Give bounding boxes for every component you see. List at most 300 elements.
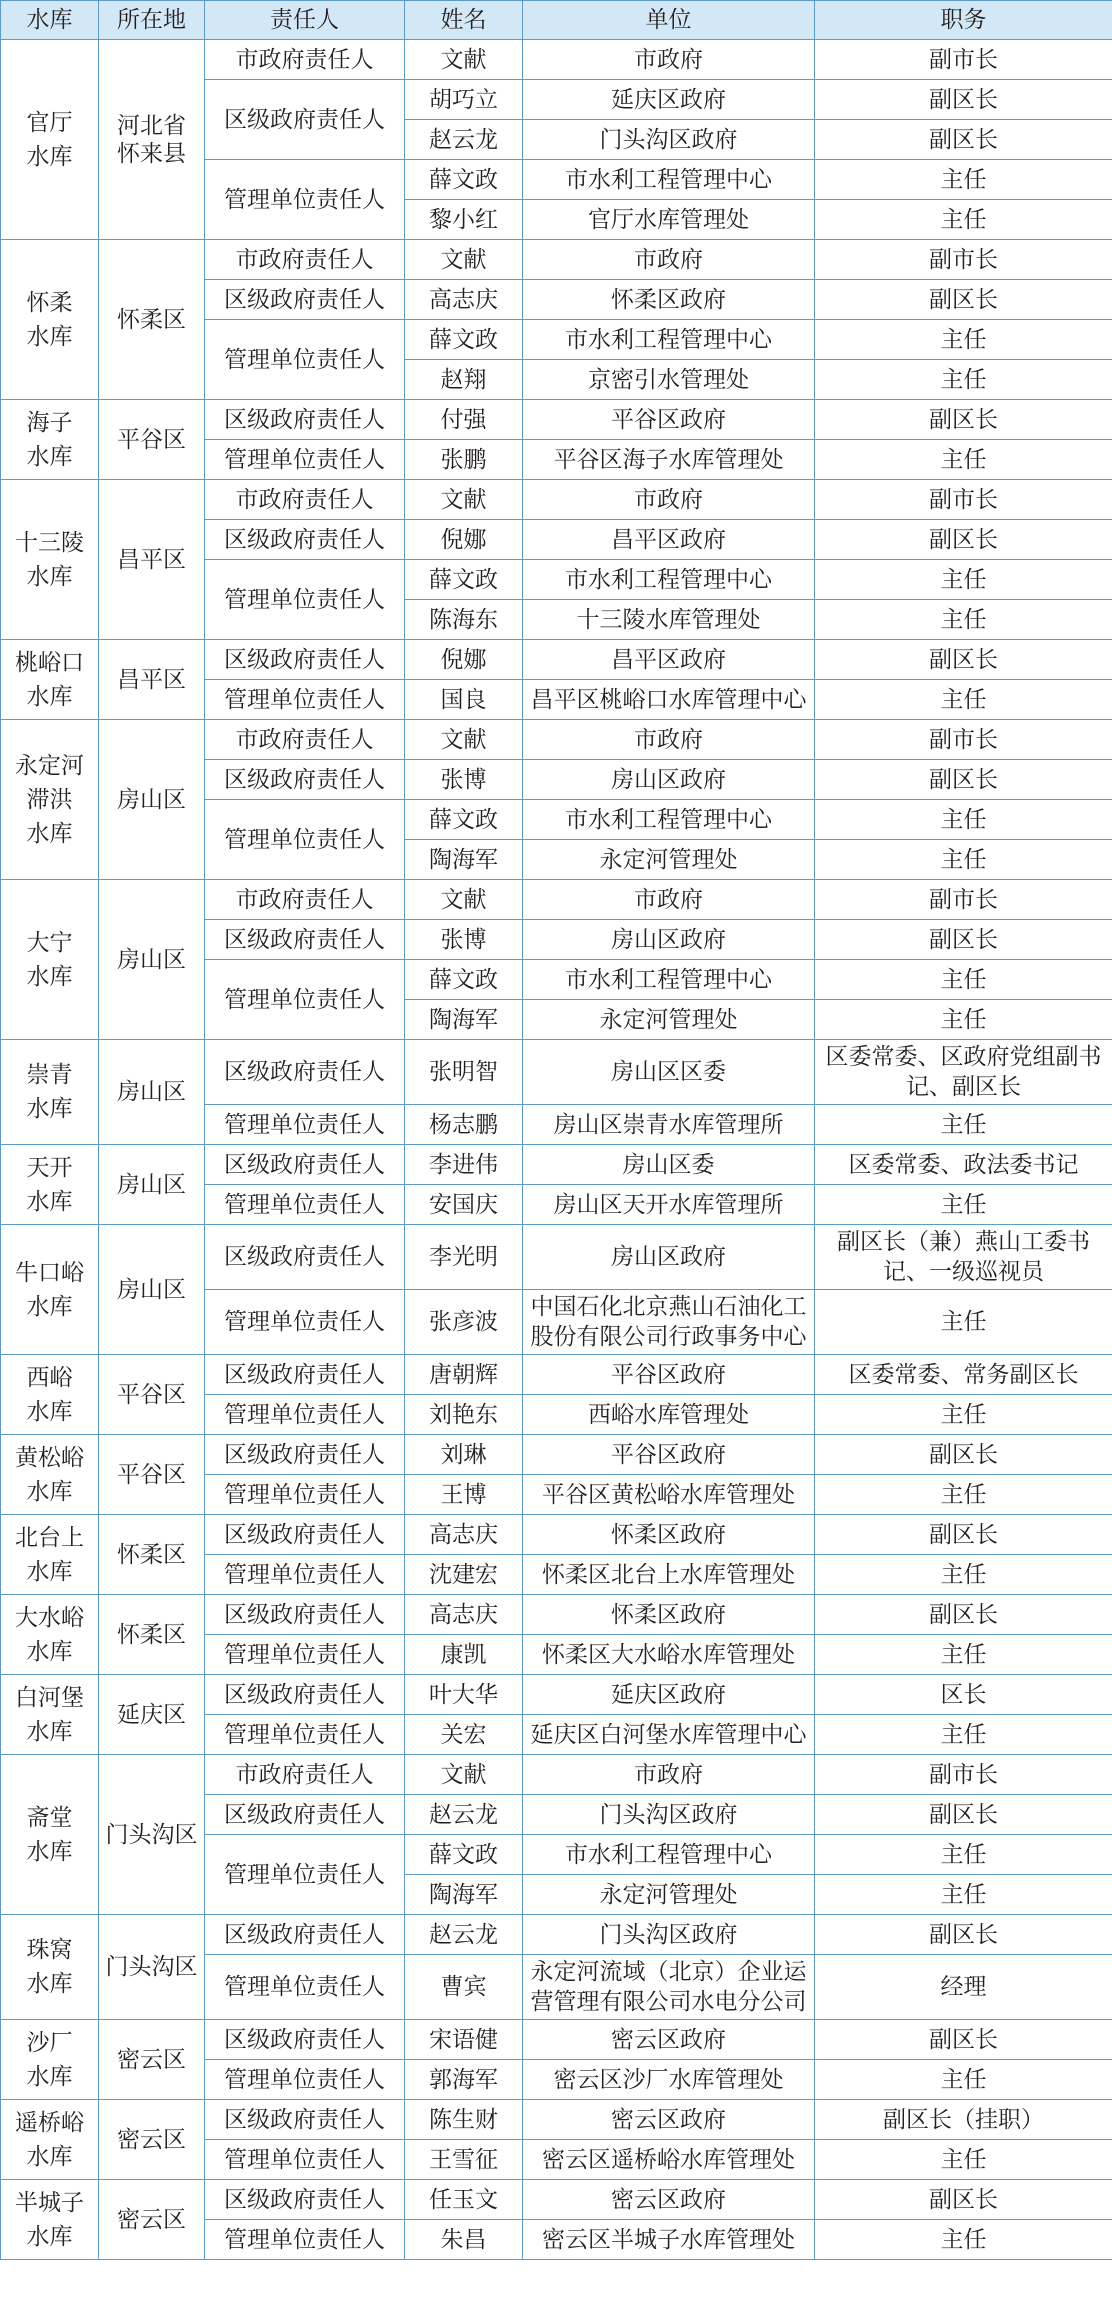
unit-cell: 怀柔区政府 (523, 1515, 815, 1555)
reservoir-name-line: 黄松峪 (15, 1444, 84, 1471)
table-row (1, 1915, 1112, 1955)
table-row (1, 1145, 1112, 1185)
person-name-cell: 文献 (405, 1755, 523, 1795)
responsible-role-cell: 管理单位责任人 (205, 1955, 405, 2020)
job-title-cell: 主任 (815, 1475, 1112, 1515)
reservoir-name-line: 水库 (26, 2223, 73, 2250)
responsible-role-cell: 市政府责任人 (205, 480, 405, 520)
unit-cell: 延庆区白河堡水库管理中心 (523, 1715, 815, 1755)
responsible-role-cell: 区级政府责任人 (205, 1145, 405, 1185)
job-title-cell: 主任 (815, 320, 1112, 360)
location-cell (99, 1915, 205, 2020)
job-title-cell: 副区长 (815, 1595, 1112, 1635)
responsible-role-cell: 管理单位责任人 (205, 1395, 405, 1435)
location-line: 怀柔区 (117, 1621, 186, 1648)
reservoir-name-line: 水库 (26, 1971, 73, 1997)
person-name-cell: 李进伟 (405, 1145, 523, 1185)
job-title-cell: 副市长 (815, 720, 1112, 760)
reservoir-name-line: 怀柔 (26, 289, 73, 316)
unit-cell: 市政府 (523, 480, 815, 520)
responsible-role-cell: 管理单位责任人 (205, 1475, 405, 1515)
job-title-cell: 副区长 (815, 400, 1112, 440)
reservoir-name-line: 水库 (26, 143, 73, 170)
unit-cell: 房山区天开水库管理所 (523, 1185, 815, 1225)
job-title-cell: 副市长 (815, 1755, 1112, 1795)
job-title-cell: 主任 (815, 160, 1112, 200)
person-name-cell: 叶大华 (405, 1675, 523, 1715)
person-name-cell: 胡巧立 (405, 80, 523, 120)
reservoir-name-cell (1, 1595, 99, 1675)
unit-cell: 市政府 (523, 40, 815, 80)
job-title-cell: 主任 (815, 360, 1112, 400)
responsible-role-cell: 区级政府责任人 (205, 400, 405, 440)
location-line: 昌平区 (117, 546, 186, 573)
table-row (1, 480, 1112, 520)
job-title-cell: 副区长 (815, 1435, 1112, 1475)
responsible-role-cell: 管理单位责任人 (205, 1105, 405, 1145)
location-cell (99, 880, 205, 1040)
job-title-cell: 副区长（兼）燕山工委书记、一级巡视员 (815, 1225, 1112, 1290)
location-cell (99, 2180, 205, 2260)
person-name-cell: 倪娜 (405, 520, 523, 560)
job-title-cell: 主任 (815, 1290, 1112, 1355)
person-name-cell: 朱昌 (405, 2220, 523, 2260)
job-title-cell: 区委常委、政法委书记 (815, 1145, 1112, 1185)
person-name-cell: 张彦波 (405, 1290, 523, 1355)
job-title-cell: 主任 (815, 1395, 1112, 1435)
job-title-cell: 主任 (815, 680, 1112, 720)
unit-cell: 延庆区政府 (523, 1675, 815, 1715)
reservoir-name-line: 桃峪口 (15, 649, 84, 676)
table-row (1, 2180, 1112, 2220)
reservoir-name-line: 水库 (26, 1096, 73, 1122)
unit-cell: 市水利工程管理中心 (523, 800, 815, 840)
location-line: 怀来县 (117, 140, 186, 167)
table-row (1, 1040, 1112, 1105)
person-name-cell: 陶海军 (405, 840, 523, 880)
location-cell (99, 1040, 205, 1145)
unit-cell: 市政府 (523, 240, 815, 280)
reservoir-name-cell (1, 1435, 99, 1515)
reservoir-name-line: 水库 (26, 1188, 73, 1215)
header-row (1, 1, 1112, 40)
job-title-cell: 副区长 (815, 2180, 1112, 2220)
table-row (1, 720, 1112, 760)
reservoir-name-line: 水库 (26, 2143, 73, 2170)
unit-cell: 市水利工程管理中心 (523, 1835, 815, 1875)
location-line: 河北省 (117, 112, 186, 139)
reservoir-name-cell (1, 1355, 99, 1435)
responsible-role-cell: 管理单位责任人 (205, 560, 405, 640)
responsible-role-cell: 管理单位责任人 (205, 440, 405, 480)
location-cell (99, 1355, 205, 1435)
job-title-cell: 主任 (815, 2060, 1112, 2100)
job-title-cell: 副区长 (815, 520, 1112, 560)
reservoir-name-line: 沙厂 (26, 2029, 73, 2056)
unit-cell: 市水利工程管理中心 (523, 960, 815, 1000)
person-name-cell: 郭海军 (405, 2060, 523, 2100)
unit-cell: 市政府 (523, 720, 815, 760)
table-row (1, 1515, 1112, 1555)
responsible-role-cell: 管理单位责任人 (205, 1555, 405, 1595)
reservoir-name-cell (1, 1145, 99, 1225)
responsible-role-cell: 区级政府责任人 (205, 2020, 405, 2060)
location-line: 平谷区 (117, 1381, 186, 1408)
person-name-cell: 张鹏 (405, 440, 523, 480)
responsible-role-cell: 区级政府责任人 (205, 520, 405, 560)
responsible-role-cell: 市政府责任人 (205, 880, 405, 920)
unit-cell: 永定河流域（北京）企业运营管理有限公司水电分公司 (523, 1955, 815, 2020)
responsible-role-cell: 管理单位责任人 (205, 1185, 405, 1225)
location-cell (99, 1435, 205, 1515)
responsible-role-cell: 区级政府责任人 (205, 760, 405, 800)
location-cell (99, 1675, 205, 1755)
location-cell (99, 1755, 205, 1915)
job-title-cell: 主任 (815, 560, 1112, 600)
job-title-cell: 副市长 (815, 240, 1112, 280)
reservoir-name-cell (1, 240, 99, 400)
job-title-cell: 主任 (815, 2220, 1112, 2260)
job-title-cell: 区委常委、常务副区长 (815, 1355, 1112, 1395)
job-title-cell: 主任 (815, 1715, 1112, 1755)
reservoir-name-cell (1, 2180, 99, 2260)
person-name-cell: 张博 (405, 760, 523, 800)
job-title-cell: 副区长 (815, 760, 1112, 800)
responsible-role-cell: 区级政府责任人 (205, 1515, 405, 1555)
location-line: 房山区 (117, 946, 186, 973)
job-title-cell: 经理 (815, 1955, 1112, 2020)
person-name-cell: 陶海军 (405, 1000, 523, 1040)
unit-cell: 延庆区政府 (523, 80, 815, 120)
responsible-role-cell: 管理单位责任人 (205, 1290, 405, 1355)
person-name-cell: 文献 (405, 240, 523, 280)
reservoir-name-line: 大宁 (26, 929, 73, 956)
job-title-cell: 主任 (815, 200, 1112, 240)
reservoir-name-line: 水库 (26, 820, 73, 847)
job-title-cell: 副区长（挂职） (815, 2100, 1112, 2140)
location-line: 房山区 (117, 1171, 186, 1198)
location-line: 怀柔区 (117, 306, 186, 333)
unit-cell: 密云区半城子水库管理处 (523, 2220, 815, 2260)
location-cell (99, 400, 205, 480)
person-name-cell: 薛文政 (405, 960, 523, 1000)
job-title-cell: 主任 (815, 1875, 1112, 1915)
job-title-cell: 主任 (815, 1635, 1112, 1675)
location-cell (99, 1145, 205, 1225)
person-name-cell: 黎小红 (405, 200, 523, 240)
person-name-cell: 赵云龙 (405, 120, 523, 160)
location-line: 怀柔区 (117, 1541, 186, 1568)
responsible-role-cell: 管理单位责任人 (205, 1635, 405, 1675)
reservoir-name-line: 十三陵 (15, 529, 84, 556)
table-row (1, 40, 1112, 80)
table-row (1, 1755, 1112, 1795)
job-title-cell: 主任 (815, 600, 1112, 640)
unit-cell: 平谷区海子水库管理处 (523, 440, 815, 480)
header-unit: 单位 (523, 1, 815, 40)
responsible-role-cell: 区级政府责任人 (205, 1355, 405, 1395)
person-name-cell: 文献 (405, 40, 523, 80)
location-line: 房山区 (117, 1079, 186, 1105)
unit-cell: 房山区区委 (523, 1040, 815, 1105)
job-title-cell: 副市长 (815, 40, 1112, 80)
location-line: 房山区 (117, 786, 186, 813)
job-title-cell: 副区长 (815, 1795, 1112, 1835)
person-name-cell: 赵云龙 (405, 1795, 523, 1835)
reservoir-name-line: 水库 (26, 563, 73, 590)
job-title-cell: 主任 (815, 840, 1112, 880)
responsible-role-cell: 管理单位责任人 (205, 2140, 405, 2180)
responsible-role-cell: 区级政府责任人 (205, 1915, 405, 1955)
header-reservoir: 水库 (1, 1, 99, 40)
unit-cell: 密云区政府 (523, 2100, 815, 2140)
unit-cell: 昌平区政府 (523, 640, 815, 680)
person-name-cell: 宋语健 (405, 2020, 523, 2060)
reservoir-name-line: 大水峪 (15, 1604, 84, 1631)
unit-cell: 市水利工程管理中心 (523, 560, 815, 600)
responsible-role-cell: 区级政府责任人 (205, 1040, 405, 1105)
responsible-role-cell: 管理单位责任人 (205, 320, 405, 400)
location-cell (99, 2100, 205, 2180)
responsible-role-cell: 区级政府责任人 (205, 2180, 405, 2220)
reservoir-name-line: 珠窝 (26, 1937, 73, 1963)
table-row (1, 1355, 1112, 1395)
reservoir-name-cell (1, 1040, 99, 1145)
unit-cell: 怀柔区政府 (523, 1595, 815, 1635)
person-name-cell: 张博 (405, 920, 523, 960)
table-row (1, 240, 1112, 280)
person-name-cell: 文献 (405, 880, 523, 920)
job-title-cell: 副区长 (815, 920, 1112, 960)
location-line: 房山区 (117, 1276, 186, 1303)
table-header (1, 1, 1112, 40)
job-title-cell: 副市长 (815, 880, 1112, 920)
reservoir-name-line: 遥桥峪 (15, 2109, 84, 2136)
table-row (1, 640, 1112, 680)
reservoir-name-line: 牛口峪 (15, 1259, 84, 1286)
job-title-cell: 副区长 (815, 280, 1112, 320)
unit-cell: 市政府 (523, 880, 815, 920)
table-row (1, 400, 1112, 440)
unit-cell: 市政府 (523, 1755, 815, 1795)
unit-cell: 西峪水库管理处 (523, 1395, 815, 1435)
responsible-role-cell: 区级政府责任人 (205, 1795, 405, 1835)
reservoir-name-line: 天开 (26, 1154, 73, 1181)
unit-cell: 密云区政府 (523, 2180, 815, 2220)
person-name-cell: 高志庆 (405, 1515, 523, 1555)
unit-cell: 密云区遥桥峪水库管理处 (523, 2140, 815, 2180)
reservoir-name-line: 水库 (26, 323, 73, 350)
reservoir-name-line: 海子 (26, 409, 73, 436)
unit-cell: 平谷区黄松峪水库管理处 (523, 1475, 815, 1515)
responsible-role-cell: 管理单位责任人 (205, 2220, 405, 2260)
unit-cell: 房山区政府 (523, 760, 815, 800)
person-name-cell: 李光明 (405, 1225, 523, 1290)
reservoir-name-cell (1, 640, 99, 720)
unit-cell: 密云区政府 (523, 2020, 815, 2060)
job-title-cell: 区长 (815, 1675, 1112, 1715)
responsible-role-cell: 管理单位责任人 (205, 160, 405, 240)
header-title: 职务 (815, 1, 1112, 40)
location-line: 门头沟区 (105, 1821, 198, 1848)
person-name-cell: 薛文政 (405, 800, 523, 840)
table-row (1, 1225, 1112, 1290)
person-name-cell: 康凯 (405, 1635, 523, 1675)
reservoir-name-line: 水库 (26, 1478, 73, 1505)
unit-cell: 怀柔区大水峪水库管理处 (523, 1635, 815, 1675)
table-row (1, 1435, 1112, 1475)
responsible-role-cell: 市政府责任人 (205, 1755, 405, 1795)
location-line: 密云区 (117, 2046, 186, 2073)
table-row (1, 2020, 1112, 2060)
location-cell (99, 480, 205, 640)
table-row (1, 1675, 1112, 1715)
reservoir-name-line: 斋堂 (26, 1804, 73, 1831)
table-row (1, 880, 1112, 920)
person-name-cell: 文献 (405, 480, 523, 520)
location-line: 平谷区 (117, 426, 186, 453)
responsible-role-cell: 管理单位责任人 (205, 1715, 405, 1755)
person-name-cell: 陈生财 (405, 2100, 523, 2140)
person-name-cell: 唐朝辉 (405, 1355, 523, 1395)
location-cell (99, 240, 205, 400)
table-row (1, 1595, 1112, 1635)
header-location: 所在地 (99, 1, 205, 40)
job-title-cell: 副区长 (815, 80, 1112, 120)
location-cell (99, 640, 205, 720)
location-line: 昌平区 (117, 666, 186, 693)
person-name-cell: 付强 (405, 400, 523, 440)
reservoir-name-line: 水库 (26, 1638, 73, 1665)
unit-cell: 怀柔区政府 (523, 280, 815, 320)
person-name-cell: 陈海东 (405, 600, 523, 640)
job-title-cell: 副市长 (815, 480, 1112, 520)
reservoir-name-line: 白河堡 (15, 1684, 84, 1711)
unit-cell: 永定河管理处 (523, 840, 815, 880)
location-cell (99, 40, 205, 240)
unit-cell: 门头沟区政府 (523, 1795, 815, 1835)
location-cell (99, 1225, 205, 1355)
person-name-cell: 刘艳东 (405, 1395, 523, 1435)
location-line: 平谷区 (117, 1461, 186, 1488)
unit-cell: 昌平区政府 (523, 520, 815, 560)
responsible-role-cell: 管理单位责任人 (205, 1835, 405, 1915)
unit-cell: 永定河管理处 (523, 1875, 815, 1915)
responsible-role-cell: 市政府责任人 (205, 40, 405, 80)
person-name-cell: 薛文政 (405, 560, 523, 600)
job-title-cell: 副区长 (815, 120, 1112, 160)
unit-cell: 京密引水管理处 (523, 360, 815, 400)
reservoir-name-cell (1, 400, 99, 480)
person-name-cell: 薛文政 (405, 1835, 523, 1875)
responsible-role-cell: 市政府责任人 (205, 720, 405, 760)
unit-cell: 房山区政府 (523, 1225, 815, 1290)
unit-cell: 房山区崇青水库管理所 (523, 1105, 815, 1145)
responsible-role-cell: 区级政府责任人 (205, 640, 405, 680)
location-line: 密云区 (117, 2126, 186, 2153)
person-name-cell: 安国庆 (405, 1185, 523, 1225)
responsible-role-cell: 区级政府责任人 (205, 1435, 405, 1475)
job-title-cell: 主任 (815, 1835, 1112, 1875)
unit-cell: 平谷区政府 (523, 1435, 815, 1475)
reservoir-name-cell (1, 2020, 99, 2100)
reservoir-name-cell (1, 40, 99, 240)
person-name-cell: 陶海军 (405, 1875, 523, 1915)
job-title-cell: 副区长 (815, 2020, 1112, 2060)
person-name-cell: 曹宾 (405, 1955, 523, 2020)
location-cell (99, 2020, 205, 2100)
unit-cell: 中国石化北京燕山石油化工股份有限公司行政事务中心 (523, 1290, 815, 1355)
reservoir-name-line: 崇青 (26, 1062, 73, 1088)
reservoir-name-line: 水库 (26, 1558, 73, 1585)
reservoir-name-line: 永定河 (15, 752, 84, 779)
person-name-cell: 薛文政 (405, 160, 523, 200)
reservoir-name-line: 水库 (26, 1398, 73, 1425)
job-title-cell: 主任 (815, 800, 1112, 840)
reservoir-name-cell (1, 720, 99, 880)
location-line: 延庆区 (117, 1701, 186, 1728)
person-name-cell: 薛文政 (405, 320, 523, 360)
responsible-role-cell: 管理单位责任人 (205, 680, 405, 720)
unit-cell: 永定河管理处 (523, 1000, 815, 1040)
reservoir-name-line: 半城子 (15, 2189, 84, 2216)
job-title-cell: 主任 (815, 1555, 1112, 1595)
person-name-cell: 高志庆 (405, 1595, 523, 1635)
unit-cell: 怀柔区北台上水库管理处 (523, 1555, 815, 1595)
reservoir-name-line: 北台上 (15, 1524, 84, 1551)
unit-cell: 房山区政府 (523, 920, 815, 960)
reservoir-name-line: 水库 (26, 1293, 73, 1320)
unit-cell: 十三陵水库管理处 (523, 600, 815, 640)
reservoir-name-line: 水库 (26, 443, 73, 470)
reservoir-name-cell (1, 2100, 99, 2180)
person-name-cell: 杨志鹏 (405, 1105, 523, 1145)
person-name-cell: 任玉文 (405, 2180, 523, 2220)
unit-cell: 门头沟区政府 (523, 1915, 815, 1955)
responsible-role-cell: 区级政府责任人 (205, 1225, 405, 1290)
responsible-role-cell: 区级政府责任人 (205, 280, 405, 320)
reservoir-name-cell (1, 880, 99, 1040)
job-title-cell: 主任 (815, 1000, 1112, 1040)
reservoir-name-cell (1, 1515, 99, 1595)
location-cell (99, 1515, 205, 1595)
reservoir-name-line: 滞洪 (26, 786, 73, 813)
reservoir-name-line: 水库 (26, 1718, 73, 1745)
person-name-cell: 王雪征 (405, 2140, 523, 2180)
responsible-role-cell: 市政府责任人 (205, 240, 405, 280)
unit-cell: 门头沟区政府 (523, 120, 815, 160)
responsible-role-cell: 区级政府责任人 (205, 2100, 405, 2140)
person-name-cell: 倪娜 (405, 640, 523, 680)
person-name-cell: 赵云龙 (405, 1915, 523, 1955)
table-body (1, 40, 1112, 2260)
responsible-role-cell: 管理单位责任人 (205, 2060, 405, 2100)
reservoir-name-cell (1, 1915, 99, 2020)
reservoir-name-line: 西峪 (26, 1364, 73, 1391)
location-cell (99, 720, 205, 880)
unit-cell: 官厅水库管理处 (523, 200, 815, 240)
person-name-cell: 关宏 (405, 1715, 523, 1755)
responsible-role-cell: 区级政府责任人 (205, 1675, 405, 1715)
job-title-cell: 主任 (815, 960, 1112, 1000)
unit-cell: 昌平区桃峪口水库管理中心 (523, 680, 815, 720)
unit-cell: 密云区沙厂水库管理处 (523, 2060, 815, 2100)
table-row (1, 2100, 1112, 2140)
reservoir-name-line: 官厅 (26, 109, 73, 136)
unit-cell: 平谷区政府 (523, 1355, 815, 1395)
responsible-role-cell: 管理单位责任人 (205, 800, 405, 880)
person-name-cell: 沈建宏 (405, 1555, 523, 1595)
